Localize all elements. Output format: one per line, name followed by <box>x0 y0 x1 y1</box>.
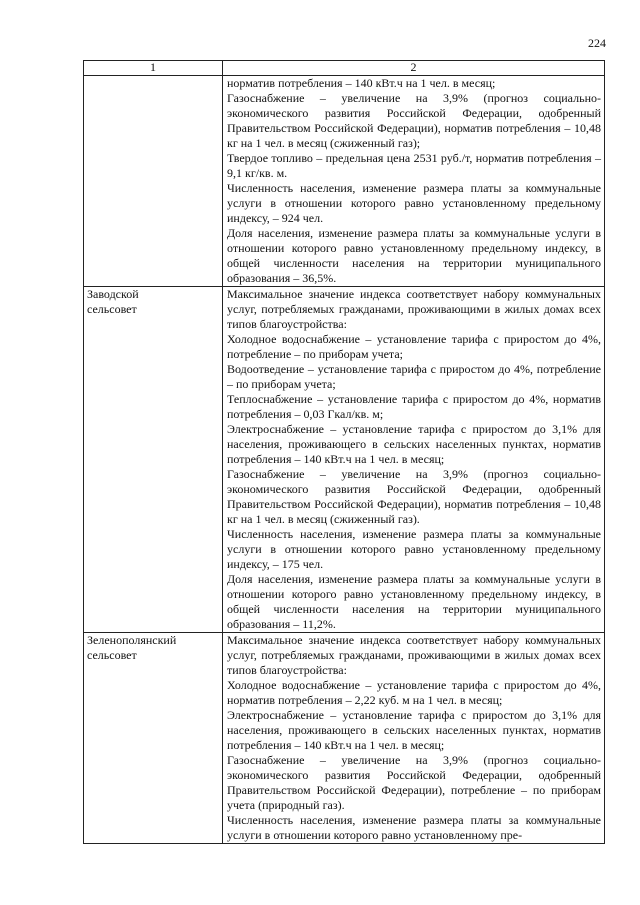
paragraph: Доля населения, изменение размера платы за коммунальные услуги в отношении которого равно установленному предельному индексу, в общей численности населения на территории муниципального образования – 11,2%. <box>227 572 601 631</box>
content-cell <box>223 287 605 633</box>
paragraph: Максимальное значение индекса соответствует набору коммунальных услуг, потребляемых гражданами, проживающими в жилых домах всех типов благоустройства: <box>227 633 601 677</box>
municipality-cell <box>84 76 223 287</box>
municipality-cell <box>84 633 223 844</box>
paragraph: Холодное водоснабжение – установление тарифа с приростом до 4%, норматив потребления – 2,22 куб. м на 1 чел. в месяц; <box>227 678 601 707</box>
column-header-2: 2 <box>223 61 605 76</box>
municipality-name-line: сельсовет <box>87 648 137 662</box>
paragraph: Электроснабжение – установление тарифа с приростом до 3,1% для населения, проживающего в сельских населенных пунктах, норматив потребления – 140 кВт.ч на 1 чел. в месяц; <box>227 422 601 466</box>
table-row-zelenopolyansky <box>84 633 605 844</box>
paragraph: Газоснабжение – увеличение на 3,9% (прогноз социально-экономического развития Российской Федерации, одобренный Правительством Российской Федерации), потребление – по приборам учета (природный газ). <box>227 753 601 812</box>
paragraph: Газоснабжение – увеличение на 3,9% (прогноз социально-экономического развития Российской Федерации, одобренный Правительством Российской Федерации), норматив потребления – 10,48 кг на 1 чел. в месяц (сжиженный газ); <box>227 91 601 150</box>
paragraph: Теплоснабжение – установление тарифа с приростом до 4%, норматив потребления – 0,03 Гкал/кв. м; <box>227 392 601 421</box>
paragraph: Водоотведение – установление тарифа с приростом до 4%, потребление – по приборам учета; <box>227 362 601 391</box>
paragraph: Численность населения, изменение размера платы за коммунальные услуги в отношении которого равно установленному предельному индексу, – 924 чел. <box>227 181 601 225</box>
content-cell <box>223 76 605 287</box>
paragraph: Численность населения, изменение размера платы за коммунальные услуги в отношении которого равно установленному предельному индексу, – 175 чел. <box>227 527 601 571</box>
paragraph: Газоснабжение – увеличение на 3,9% (прогноз социально-экономического развития Российской Федерации, одобренный Правительством Российской Федерации), норматив потребления – 10,48 кг на 1 чел. в месяц (сжиженный газ). <box>227 467 601 526</box>
municipality-name-line: сельсовет <box>87 302 137 316</box>
table-row-zavodskoy <box>84 287 605 633</box>
content-cell <box>223 633 605 844</box>
municipality-cell <box>84 287 223 633</box>
table-header-row <box>84 61 605 76</box>
indices-table <box>83 60 605 844</box>
column-header-1: 1 <box>84 61 223 76</box>
paragraph: Электроснабжение – установление тарифа с приростом до 3,1% для населения, проживающего в сельских населенных пунктах, норматив потребления – 140 кВт.ч на 1 чел. в месяц; <box>227 708 601 752</box>
paragraph: Твердое топливо – предельная цена 2531 руб./т, норматив потребления – 9,1 кг/кв. м. <box>227 151 601 180</box>
paragraph: Максимальное значение индекса соответствует набору коммунальных услуг, потребляемых гражданами, проживающими в жилых домах всех типов благоустройства: <box>227 287 601 331</box>
paragraph: норматив потребления – 140 кВт.ч на 1 чел. в месяц; <box>227 76 496 90</box>
municipality-name-line: Заводской <box>87 287 139 301</box>
paragraph: Доля населения, изменение размера платы за коммунальные услуги в отношении которого равно установленному предельному индексу, в общей численности населения на территории муниципального образования – 36,5%. <box>227 226 601 285</box>
table-row-continuation <box>84 76 605 287</box>
page-number: 224 <box>588 36 606 50</box>
municipality-name-line: Зеленополянский <box>87 633 177 647</box>
paragraph: Холодное водоснабжение – установление тарифа с приростом до 4%, потребление – по приборам учета; <box>227 332 601 361</box>
paragraph: Численность населения, изменение размера платы за коммунальные услуги в отношении которого равно установленному пре- <box>227 813 601 842</box>
